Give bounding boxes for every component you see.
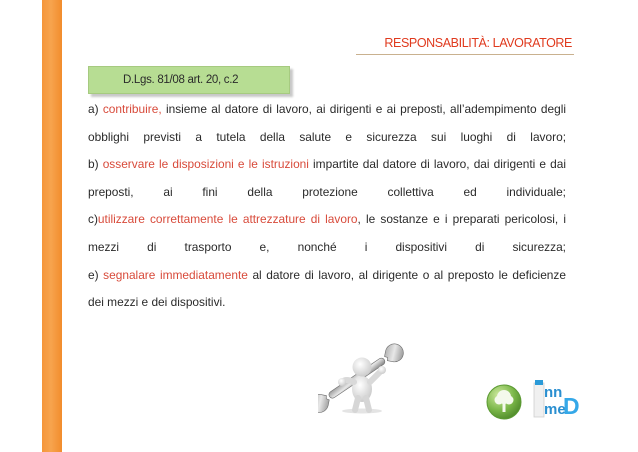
nnmed-logo-mark xyxy=(532,375,582,423)
clause-e xyxy=(88,262,566,317)
law-reference-box: D.Lgs. 81/08 art. 20, c.2 xyxy=(88,66,290,94)
clause-prefix: b) xyxy=(88,157,103,172)
clause-highlight: segnalare immediatamente xyxy=(103,267,248,282)
clause-text: insieme al datore di lavoro, ai dirigenti e ai preposti, all’adempimento degli obblighi previsti a tutela della salute e sicurezza sui luoghi di lavoro; xyxy=(88,102,566,144)
logo-text-d: D xyxy=(563,393,580,419)
clause-a xyxy=(88,96,566,151)
title-underline xyxy=(356,54,574,55)
clause-highlight: osservare le disposizioni e le istruzioni xyxy=(102,157,309,172)
tree-emblem-logo xyxy=(485,383,523,421)
accent-stripe xyxy=(42,0,62,452)
logo-text-me: me xyxy=(544,401,566,418)
wrench-figure-illustration xyxy=(318,334,404,414)
slide-title: RESPONSABILITÀ: LAVORATORE xyxy=(384,36,572,50)
clause-prefix: a) xyxy=(88,102,103,116)
clause-prefix: c) xyxy=(88,212,98,227)
clause-highlight: contribuire, xyxy=(102,102,162,116)
clause-prefix: e) xyxy=(88,267,104,282)
clause-c xyxy=(88,206,566,261)
clause-text: impartite dal datore di lavoro, dai dirigenti e dai preposti, ai fini della protezione collettiva ed individuale; xyxy=(88,157,566,199)
clause-b xyxy=(88,151,566,206)
nnmed-logo xyxy=(532,375,582,427)
clause-text: al datore di lavoro, al dirigente o al preposto le deficienze dei mezzi e dei dispositivi. xyxy=(88,267,566,310)
clause-list xyxy=(88,96,566,317)
clause-highlight: utilizzare correttamente le attrezzature di lavoro xyxy=(97,212,358,227)
clause-text: , le sostanze e i preparati pericolosi, i mezzi di trasporto e, nonché i dispositivi di sicurezza; xyxy=(88,212,566,254)
logo-text-nn: nn xyxy=(544,384,563,401)
